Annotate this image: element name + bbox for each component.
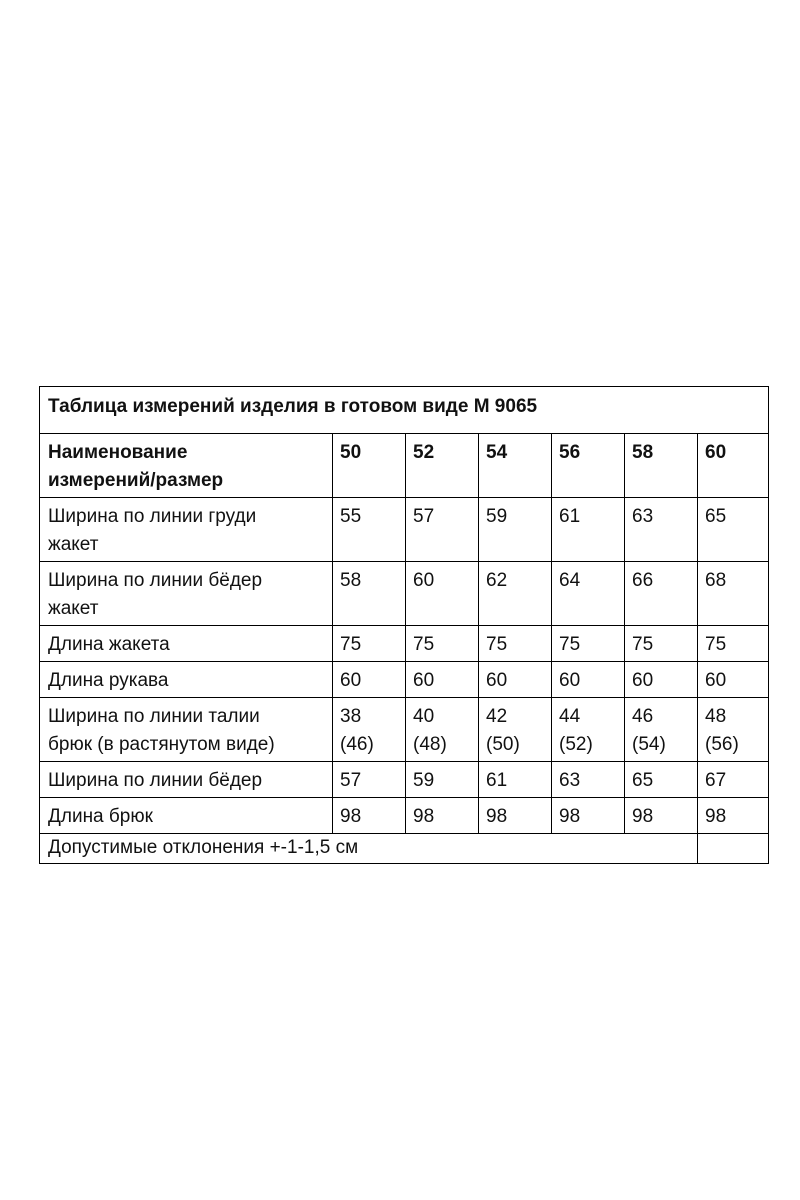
row-label-line1: Ширина по линии груди: [48, 506, 257, 527]
header-label-line1: Наименование: [48, 442, 188, 463]
row-label: [40, 698, 333, 762]
table-cell: 60: [333, 662, 406, 698]
table-cell: 98: [625, 798, 698, 834]
row-label: Длина жакета: [40, 626, 333, 662]
header-row: [40, 434, 769, 498]
table-cell: 98: [333, 798, 406, 834]
size-header: 52: [406, 434, 479, 498]
cell-value: 42: [486, 706, 508, 727]
table-cell: 98: [479, 798, 552, 834]
table-cell: 75: [625, 626, 698, 662]
row-label: Длина брюк: [40, 798, 333, 834]
row-label-line2: жакет: [48, 534, 99, 555]
cell-value: 46: [632, 706, 654, 727]
table-cell: 60: [406, 562, 479, 626]
table-cell: [406, 698, 479, 762]
table-cell: 65: [698, 498, 769, 562]
table-row: [40, 498, 769, 562]
row-label: [40, 498, 333, 562]
table-cell: 62: [479, 562, 552, 626]
table-row: [40, 798, 769, 834]
size-header: 50: [333, 434, 406, 498]
table-cell: [698, 698, 769, 762]
table-cell: 66: [625, 562, 698, 626]
empty-cell: [698, 834, 769, 864]
table-cell: 75: [333, 626, 406, 662]
table-cell: 65: [625, 762, 698, 798]
table-cell: [625, 698, 698, 762]
table-cell: 60: [552, 662, 625, 698]
row-label: Ширина по линии бёдер: [40, 762, 333, 798]
table-title: Таблица измерений изделия в готовом виде М 9065: [40, 387, 769, 434]
table-cell: [333, 698, 406, 762]
cell-value: 38: [340, 706, 362, 727]
table-cell: 75: [698, 626, 769, 662]
table-row: [40, 562, 769, 626]
cell-value-secondary: (48): [413, 734, 447, 755]
table-cell: 57: [333, 762, 406, 798]
row-label-line1: Ширина по линии бёдер: [48, 570, 263, 591]
table-cell: [552, 698, 625, 762]
table-cell: 55: [333, 498, 406, 562]
table-cell: 68: [698, 562, 769, 626]
table-cell: 61: [552, 498, 625, 562]
row-label-line1: Ширина по линии талии: [48, 706, 260, 727]
cell-value-secondary: (52): [559, 734, 593, 755]
table-row: [40, 662, 769, 698]
table-cell: 67: [698, 762, 769, 798]
table-cell: 75: [479, 626, 552, 662]
row-label: [40, 562, 333, 626]
row-label: Длина рукава: [40, 662, 333, 698]
table-cell: 98: [406, 798, 479, 834]
table-row: [40, 762, 769, 798]
cell-value: 40: [413, 706, 435, 727]
size-header: 54: [479, 434, 552, 498]
table-cell: 63: [625, 498, 698, 562]
cell-value-secondary: (56): [705, 734, 739, 755]
table-cell: 57: [406, 498, 479, 562]
cell-value-secondary: (50): [486, 734, 520, 755]
table-cell: 98: [698, 798, 769, 834]
table-cell: 61: [479, 762, 552, 798]
measurement-table: [39, 386, 769, 864]
table-cell: 75: [552, 626, 625, 662]
header-label: [40, 434, 333, 498]
table-cell: 98: [552, 798, 625, 834]
table-cell: 60: [479, 662, 552, 698]
cell-value-secondary: (54): [632, 734, 666, 755]
cell-value-secondary: (46): [340, 734, 374, 755]
table-row: [40, 698, 769, 762]
size-header: 60: [698, 434, 769, 498]
table-cell: 59: [479, 498, 552, 562]
table-cell: 58: [333, 562, 406, 626]
table-cell: 59: [406, 762, 479, 798]
cell-value: 48: [705, 706, 727, 727]
tolerance-note: Допустимые отклонения +-1-1,5 см: [40, 834, 698, 864]
note-row: [40, 834, 769, 864]
row-label-line2: брюк (в растянутом виде): [48, 734, 275, 755]
table-row: [40, 626, 769, 662]
cell-value: 44: [559, 706, 581, 727]
size-header: 56: [552, 434, 625, 498]
table-cell: 60: [406, 662, 479, 698]
table-cell: 75: [406, 626, 479, 662]
table-cell: 63: [552, 762, 625, 798]
table-cell: 60: [698, 662, 769, 698]
table-cell: 60: [625, 662, 698, 698]
table-cell: [479, 698, 552, 762]
size-header: 58: [625, 434, 698, 498]
title-row: [40, 387, 769, 434]
table-cell: 64: [552, 562, 625, 626]
header-label-line2: измерений/размер: [48, 470, 224, 491]
row-label-line2: жакет: [48, 598, 99, 619]
